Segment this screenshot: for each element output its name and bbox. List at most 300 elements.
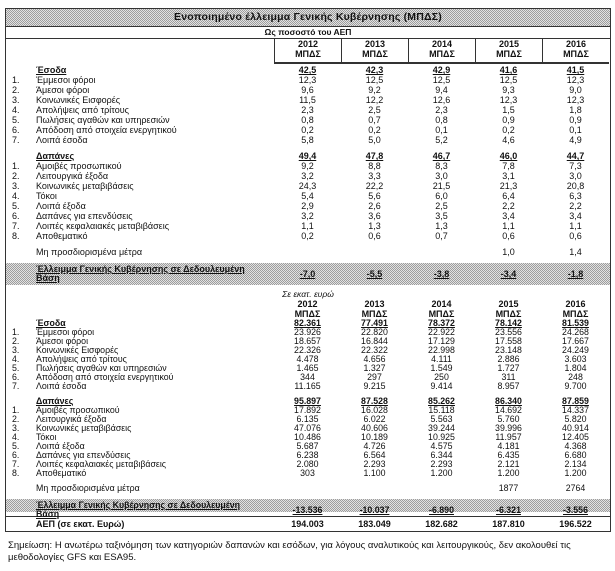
row-label: Λοιπές κεφαλαιακές μεταβιβάσεις — [36, 459, 167, 469]
cell-value: 17.892 — [294, 405, 321, 415]
cell-value: 12,2 — [365, 95, 384, 105]
row-number: 4. — [12, 432, 20, 442]
cell-value: 344 — [300, 372, 315, 382]
row-number: 1. — [12, 405, 20, 415]
cell-value: 0,8 — [301, 115, 314, 125]
cell-value: 0,9 — [502, 115, 515, 125]
cell-value: 24.268 — [562, 327, 589, 337]
scenario-cell: ΜΠΔΣ — [408, 49, 475, 64]
cell-value: 1,8 — [569, 105, 582, 115]
row-number: 7. — [12, 459, 20, 469]
row-label: Απολήψεις από τρίτους — [36, 354, 127, 364]
scenario-cell: ΜΠΔΣ — [542, 49, 609, 64]
row-number: 3. — [12, 95, 20, 105]
cell-value: 1.100 — [363, 468, 386, 478]
cell-value: 42,9 — [432, 65, 451, 75]
cell-value: 24,3 — [298, 181, 317, 191]
row-label: Απόδοση από στοιχεία ενεργητικού — [36, 125, 177, 135]
cell-value: 2.121 — [497, 459, 520, 469]
cell-value: 0,6 — [368, 231, 381, 241]
expenditure-item-row — [6, 161, 610, 171]
cell-value: 8,8 — [368, 161, 381, 171]
cell-value: -7,0 — [299, 269, 316, 279]
cell-value: 23.926 — [294, 327, 321, 337]
row-label: Μη προσδιορισμένα μέτρα — [36, 483, 140, 493]
row-label: Μη προσδιορισμένα μέτρα — [36, 247, 143, 257]
cell-value: 39.244 — [428, 423, 455, 433]
cell-value: 9,2 — [301, 161, 314, 171]
revenue-item-row — [6, 95, 610, 105]
expenditure-item-row — [6, 171, 610, 181]
cell-value: 9,3 — [502, 85, 515, 95]
cell-value: 14.337 — [562, 405, 589, 415]
cell-value: 3,4 — [502, 211, 515, 221]
cell-value: 4.726 — [363, 441, 386, 451]
row-label: Πωλήσεις αγαθών και υπηρεσιών — [36, 363, 167, 373]
cell-value: 8.957 — [497, 381, 520, 391]
cell-value: -3.556 — [563, 504, 588, 515]
gdp-row — [6, 516, 610, 531]
row-label: Λειτουργικά έξοδα — [36, 171, 109, 181]
cell-value: 41,6 — [499, 65, 518, 75]
row-label: Αποθεματικό — [36, 468, 87, 478]
cell-value: 187.810 — [492, 519, 525, 529]
cell-value: 9.700 — [564, 381, 587, 391]
cell-value: 47,8 — [365, 151, 384, 161]
eur-year-header — [6, 299, 610, 319]
row-label: Έσοδα — [36, 318, 66, 328]
cell-value: 23.148 — [495, 345, 522, 355]
cell-value: 183.049 — [358, 519, 391, 529]
row-label: Λειτουργικά έξοδα — [36, 414, 107, 424]
row-number: 4. — [12, 105, 20, 115]
cell-value: 12,3 — [566, 95, 585, 105]
scenario-cell: ΜΠΔΣ — [361, 309, 388, 319]
cell-value: 0,1 — [435, 125, 448, 135]
row-number: 8. — [12, 468, 20, 478]
cell-value: 3,2 — [301, 171, 314, 181]
cell-value: 22,2 — [365, 181, 384, 191]
year-header-cell: 2013 — [341, 39, 408, 50]
row-label: Λοιπά έξοδα — [36, 201, 86, 211]
row-label: Έλλειμμα Γενικής Κυβέρνησης σε Δεδουλευμένη Βάση — [36, 264, 245, 283]
row-label: Τόκοι — [36, 432, 57, 442]
cell-value: 6.435 — [497, 450, 520, 460]
year-header-cell: 2013 — [364, 299, 385, 309]
cell-value: 3,3 — [368, 171, 381, 181]
cell-value: 1.200 — [564, 468, 587, 478]
row-label: Κοινωνικές Εισφορές — [36, 345, 119, 355]
row-number: 7. — [12, 135, 20, 145]
cell-value: 5.760 — [497, 414, 520, 424]
cell-value: 2.293 — [363, 459, 386, 469]
revenue-item-row — [6, 382, 610, 391]
cell-value: 3,0 — [435, 171, 448, 181]
cell-value: 12,6 — [432, 95, 451, 105]
cell-value: 4.656 — [363, 354, 386, 364]
row-label: Αμοιβές προσωπικού — [36, 405, 120, 415]
row-label: Δαπάνες — [36, 151, 75, 161]
row-label: Έσοδα — [36, 65, 67, 75]
cell-value: 5.563 — [430, 414, 453, 424]
cell-value: 4.181 — [497, 441, 520, 451]
cell-value: 5.687 — [296, 441, 319, 451]
year-header-cell: 2012 — [297, 299, 318, 309]
cell-value: 0,7 — [368, 115, 381, 125]
row-label: Κοινωνικές Εισφορές — [36, 95, 121, 105]
cell-value: 42,3 — [365, 65, 384, 75]
year-header-cell: 2014 — [408, 39, 475, 50]
cell-value: 87.528 — [361, 396, 388, 406]
cell-value: 303 — [300, 468, 315, 478]
cell-value: 16.028 — [361, 405, 388, 415]
cell-value: 5,2 — [435, 135, 448, 145]
cell-value: 18.657 — [294, 336, 321, 346]
cell-value: 2.293 — [430, 459, 453, 469]
row-number: 5. — [12, 115, 20, 125]
row-label: Τόκοι — [36, 191, 57, 201]
cell-value: 6.238 — [296, 450, 319, 460]
cell-value: 248 — [568, 372, 583, 382]
expenditure-total-row — [6, 151, 610, 161]
year-header-cell: 2015 — [475, 39, 542, 50]
cell-value: 7,3 — [569, 161, 582, 171]
cell-value: 22.922 — [428, 327, 455, 337]
cell-value: 12.405 — [562, 432, 589, 442]
cell-value: 21,5 — [432, 181, 451, 191]
row-number: 6. — [12, 450, 20, 460]
deficit-table — [5, 8, 611, 532]
row-number: 2. — [12, 85, 20, 95]
cell-value: 81.539 — [562, 318, 589, 328]
cell-value: 86.340 — [495, 396, 522, 406]
row-label: Δαπάνες για επενδύσεις — [36, 211, 133, 221]
scenario-cell: ΜΠΔΣ — [428, 309, 455, 319]
row-number: 3. — [12, 345, 20, 355]
cell-value: 4.368 — [564, 441, 587, 451]
cell-value: 2.886 — [497, 354, 520, 364]
cell-value: 0,7 — [435, 231, 448, 241]
row-label: Λοιπά έσοδα — [36, 135, 88, 145]
row-label: Πωλήσεις αγαθών και υπηρεσιών — [36, 115, 170, 125]
cell-value: 85.262 — [428, 396, 455, 406]
cell-value: 1.200 — [430, 468, 453, 478]
cell-value: 3,1 — [502, 171, 515, 181]
cell-value: 10.189 — [361, 432, 388, 442]
row-label: Άμεσοι φόροι — [36, 336, 89, 346]
row-label: Λοιπά έξοδα — [36, 441, 85, 451]
cell-value: 1877 — [498, 483, 519, 493]
cell-value: 297 — [367, 372, 382, 382]
scenario-cell: ΜΠΔΣ — [475, 49, 542, 64]
cell-value: 46,0 — [499, 151, 518, 161]
cell-value: 1,1 — [569, 221, 582, 231]
cell-value: 1,0 — [502, 247, 515, 257]
row-label: Έλλειμμα Γενικής Κυβέρνησης σε Δεδουλευμένη Βάση — [36, 500, 240, 519]
row-number: 4. — [12, 354, 20, 364]
gdp-label: ΑΕΠ (σε εκατ. Ευρώ) — [36, 519, 125, 529]
cell-value: 2,2 — [569, 201, 582, 211]
cell-value: 82.361 — [294, 318, 321, 328]
cell-value: 11,5 — [299, 95, 316, 105]
cell-value: 3,5 — [435, 211, 448, 221]
cell-value: 1,1 — [301, 221, 314, 231]
cell-value: 6,0 — [435, 191, 448, 201]
cell-value: 9.215 — [363, 381, 386, 391]
year-header-cell: 2016 — [542, 39, 609, 50]
cell-value: 2.080 — [296, 459, 319, 469]
expenditure-item-row — [6, 201, 610, 211]
cell-value: 22.326 — [294, 345, 321, 355]
cell-value: 9,0 — [569, 85, 582, 95]
cell-value: 5,4 — [301, 191, 314, 201]
revenue-item-row — [6, 125, 610, 135]
scenario-cell: ΜΠΔΣ — [562, 309, 589, 319]
row-number: 3. — [12, 181, 20, 191]
row-number: 6. — [12, 372, 20, 382]
cell-value: 9,6 — [301, 85, 314, 95]
cell-value: 12,5 — [499, 75, 518, 85]
row-number: 2. — [12, 414, 20, 424]
unidentified-measures-row — [6, 484, 610, 493]
cell-value: -13.536 — [292, 504, 323, 515]
cell-value: 21,3 — [499, 181, 518, 191]
cell-value: 17.667 — [562, 336, 589, 346]
cell-value: 0,8 — [435, 115, 448, 125]
row-number: 7. — [12, 381, 20, 391]
row-label: Κοινωνικές μεταβιβάσεις — [36, 181, 134, 191]
row-label: Δαπάνες για επενδύσεις — [36, 450, 131, 460]
cell-value: 9.414 — [430, 381, 453, 391]
cell-value: 3.603 — [564, 354, 587, 364]
revenue-item-row — [6, 105, 610, 115]
cell-value: 4.575 — [430, 441, 453, 451]
cell-value: 24.249 — [562, 345, 589, 355]
cell-value: 2,5 — [368, 105, 381, 115]
cell-value: 12,3 — [499, 95, 518, 105]
cell-value: 2,9 — [301, 201, 314, 211]
row-label: Αμοιβές προσωπικού — [36, 161, 122, 171]
footnote: Σημείωση: Η ανωτέρω ταξινόμηση των κατηγοριών δαπανών και εσόδων, για λόγους αναλυτικούς και λειτουργικούς, δεν ακολουθεί τις μεθοδολογίες GFS και ESA95. — [8, 540, 571, 563]
row-number: 4. — [12, 191, 20, 201]
cell-value: 17.558 — [495, 336, 522, 346]
cell-value: 22.322 — [361, 345, 388, 355]
cell-value: 1.200 — [497, 468, 520, 478]
table-title: Ενοποιημένο έλλειμμα Γενικής Κυβέρνησης (ΜΠΔΣ) — [6, 9, 610, 27]
row-number: 2. — [12, 336, 20, 346]
row-number: 3. — [12, 423, 20, 433]
cell-value: 5,6 — [368, 191, 381, 201]
cell-value: 4,6 — [502, 135, 515, 145]
revenue-item-row — [6, 115, 610, 125]
row-label: Δαπάνες — [36, 396, 74, 406]
cell-value: 78.142 — [495, 318, 522, 328]
revenue-item-row — [6, 135, 610, 145]
cell-value: 0,9 — [569, 115, 582, 125]
cell-value: 77.491 — [361, 318, 388, 328]
scenario-cell: ΜΠΔΣ — [274, 49, 341, 64]
row-label: Λοιπές κεφαλαιακές μεταβιβάσεις — [36, 221, 170, 231]
cell-value: 1.727 — [497, 363, 520, 373]
cell-value: 0,2 — [301, 125, 314, 135]
cell-value: 1,3 — [435, 221, 448, 231]
cell-value: 311 — [501, 372, 516, 382]
scenario-cell: ΜΠΔΣ — [341, 49, 408, 64]
eur-heading: Σε εκατ. ευρώ — [282, 289, 334, 299]
row-label: Κοινωνικές μεταβιβάσεις — [36, 423, 132, 433]
cell-value: 1.465 — [296, 363, 319, 373]
row-label: Έμμεσοι φόροι — [36, 327, 95, 337]
cell-value: 2.134 — [564, 459, 587, 469]
cell-value: 182.682 — [425, 519, 458, 529]
cell-value: 16.844 — [361, 336, 388, 346]
cell-value: -3,8 — [433, 269, 450, 279]
cell-value: 6.022 — [363, 414, 386, 424]
cell-value: 2,5 — [435, 201, 448, 211]
eur-section-body — [6, 318, 610, 519]
year-header-cell: 2012 — [274, 39, 341, 50]
cell-value: -10.037 — [359, 504, 390, 515]
row-number: 6. — [12, 211, 20, 221]
row-label: Αποθεματικό — [36, 231, 88, 241]
cell-value: 78.372 — [428, 318, 455, 328]
cell-value: 1,3 — [368, 221, 381, 231]
cell-value: 15.118 — [428, 405, 455, 415]
cell-value: 2,2 — [502, 201, 515, 211]
cell-value: 6.135 — [296, 414, 319, 424]
cell-value: 40.914 — [562, 423, 589, 433]
cell-value: 12,5 — [365, 75, 384, 85]
cell-value: 1,5 — [502, 105, 515, 115]
cell-value: 2764 — [565, 483, 586, 493]
row-number: 6. — [12, 125, 20, 135]
expenditure-item-row — [6, 221, 610, 231]
cell-value: 3,6 — [368, 211, 381, 221]
row-label: Έμμεσοι φόροι — [36, 75, 96, 85]
cell-value: 87.859 — [562, 396, 589, 406]
unidentified-measures-row — [6, 247, 610, 257]
cell-value: 4.478 — [296, 354, 319, 364]
cell-value: 5,0 — [368, 135, 381, 145]
cell-value: -6.321 — [496, 504, 521, 515]
cell-value: 41,5 — [566, 65, 585, 75]
deficit-row — [6, 499, 610, 519]
cell-value: 4.111 — [431, 354, 452, 364]
cell-value: -1,8 — [567, 269, 584, 279]
cell-value: 194.003 — [291, 519, 324, 529]
revenue-total-row — [6, 65, 610, 75]
cell-value: 2,3 — [435, 105, 448, 115]
year-header-cell: 2014 — [431, 299, 452, 309]
row-number: 2. — [12, 171, 20, 181]
cell-value: 11.957 — [495, 432, 522, 442]
pct-section-body — [6, 65, 610, 289]
row-number: 1. — [12, 161, 20, 171]
cell-value: 0,2 — [301, 231, 314, 241]
row-number: 5. — [12, 363, 20, 373]
cell-value: 9,2 — [368, 85, 381, 95]
pct-year-header — [6, 39, 610, 61]
cell-value: 20,8 — [566, 181, 585, 191]
scenario-row — [6, 50, 610, 61]
cell-value: 39.996 — [495, 423, 522, 433]
cell-value: 10.925 — [428, 432, 455, 442]
cell-value: 250 — [434, 372, 449, 382]
revenue-item-row — [6, 85, 610, 95]
cell-value: -5,5 — [366, 269, 383, 279]
cell-value: 8,3 — [435, 161, 448, 171]
row-label: Άμεσοι φόροι — [36, 85, 90, 95]
cell-value: 6.564 — [363, 450, 386, 460]
scenario-cell: ΜΠΔΣ — [495, 309, 522, 319]
row-number: 5. — [12, 441, 20, 451]
cell-value: 40.606 — [361, 423, 388, 433]
row-number: 5. — [12, 201, 20, 211]
cell-value: 46,7 — [432, 151, 451, 161]
cell-value: 44,7 — [566, 151, 585, 161]
cell-value: 17.129 — [428, 336, 455, 346]
cell-value: 47.076 — [294, 423, 321, 433]
year-header-cell: 2015 — [498, 299, 519, 309]
cell-value: 12,3 — [298, 75, 317, 85]
year-row — [6, 299, 610, 309]
cell-value: 6.680 — [564, 450, 587, 460]
cell-value: 12,5 — [432, 75, 451, 85]
pct-of-gdp-heading: Ως ποσοστό του ΑΕΠ — [6, 27, 610, 39]
cell-value: 2,6 — [368, 201, 381, 211]
row-number: 8. — [12, 231, 20, 241]
scenario-cell: ΜΠΔΣ — [294, 309, 321, 319]
cell-value: 6,4 — [502, 191, 515, 201]
cell-value: 1.327 — [363, 363, 386, 373]
row-number: 1. — [12, 75, 20, 85]
cell-value: 6.344 — [430, 450, 453, 460]
cell-value: 0,1 — [569, 125, 582, 135]
cell-value: 196.522 — [559, 519, 592, 529]
expenditure-item-row — [6, 191, 610, 201]
cell-value: 6,3 — [569, 191, 582, 201]
cell-value: 3,4 — [569, 211, 582, 221]
cell-value: 2,3 — [301, 105, 314, 115]
cell-value: 1,1 — [502, 221, 515, 231]
row-label: Απόδοση από στοιχεία ενεργητικού — [36, 372, 174, 382]
cell-value: 4,9 — [569, 135, 582, 145]
expenditure-item-row — [6, 231, 610, 241]
cell-value: 3,2 — [301, 211, 314, 221]
cell-value: 1.804 — [564, 363, 587, 373]
cell-value: 95.897 — [294, 396, 321, 406]
cell-value: 42,5 — [298, 65, 317, 75]
row-label: Απολήψεις από τρίτους — [36, 105, 129, 115]
cell-value: 5.820 — [564, 414, 587, 424]
cell-value: 5,8 — [301, 135, 314, 145]
row-number: 7. — [12, 221, 20, 231]
cell-value: 49,4 — [298, 151, 317, 161]
cell-value: 9,4 — [435, 85, 448, 95]
cell-value: 22.820 — [361, 327, 388, 337]
cell-value: 3,0 — [569, 171, 582, 181]
cell-value: 7,8 — [502, 161, 515, 171]
expenditure-item-row — [6, 181, 610, 191]
cell-value: 14.692 — [495, 405, 522, 415]
cell-value: 0,2 — [502, 125, 515, 135]
cell-value: -3,4 — [500, 269, 517, 279]
cell-value: -6.890 — [429, 504, 454, 515]
cell-value: 23.556 — [495, 327, 522, 337]
cell-value: 0,6 — [502, 231, 515, 241]
row-label: Λοιπά έσοδα — [36, 381, 87, 391]
cell-value: 12,3 — [566, 75, 585, 85]
